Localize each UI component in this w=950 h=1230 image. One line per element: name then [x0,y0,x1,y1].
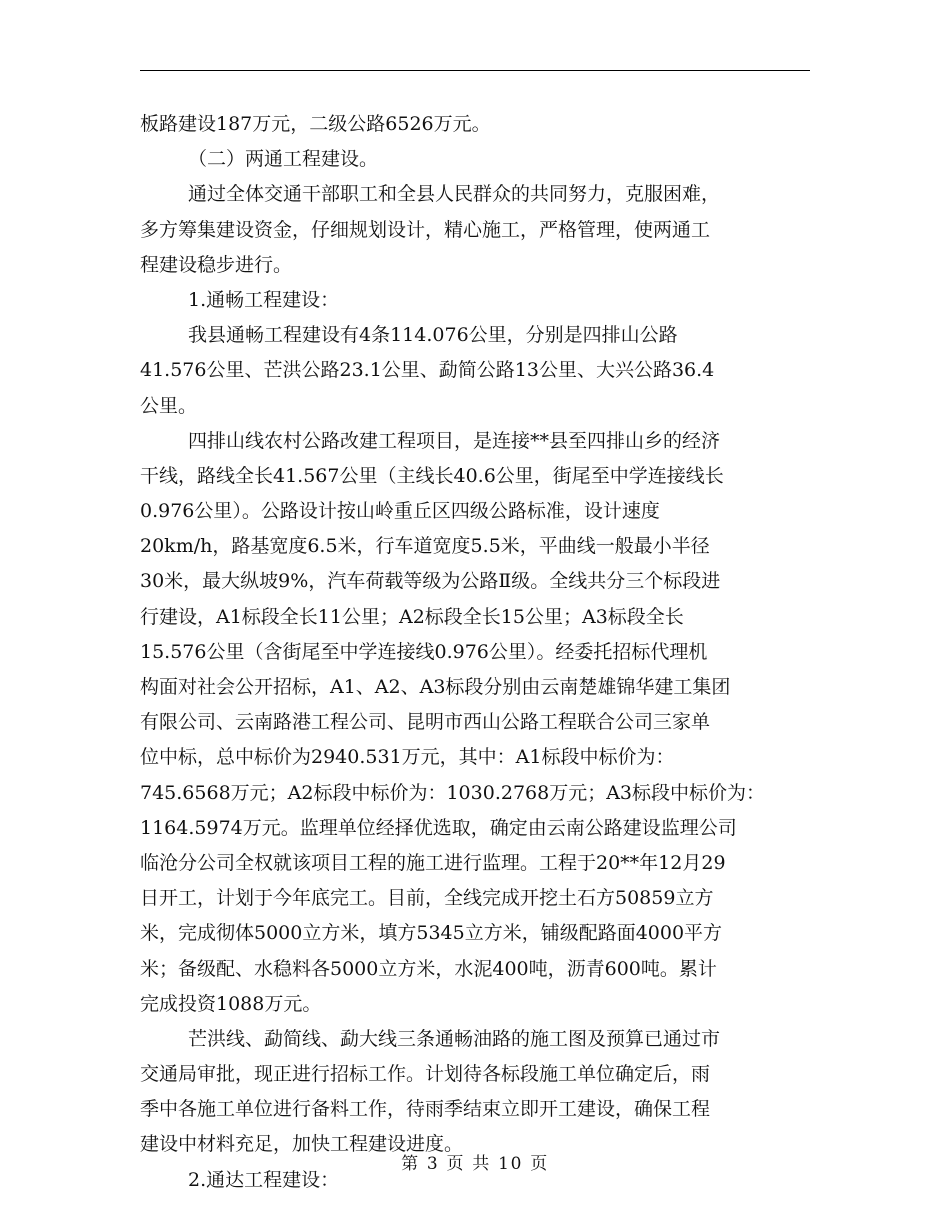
text-line: 干线，路线全长41.567公里（主线长40.6公里，街尾至中学连接线长 [140,464,724,487]
text-line: 交通局审批，现正进行招标工作。计划待各标段施工单位确定后，雨 [140,1063,711,1086]
text-line: 板路建设187万元，二级公路6526万元。 [140,113,491,135]
text-line: 临沧分公司全权就该项目工程的施工进行监理。工程于20**年12月29 [140,851,726,874]
text-line: 745.6568万元；A2标段中标价为：1030.2768万元；A3标段中标价为： [140,781,766,804]
text-line: 季中各施工单位进行备料工作，待雨季结束立即开工建设，确保工程 [140,1098,711,1121]
text-line: 行建设，A1标段全长11公里；A2标段全长15公里；A3标段全长 [140,605,684,628]
text-line: 15.576公里（含街尾至中学连接线0.976公里）。经委托招标代理机 [140,640,708,663]
document-body [140,107,810,1198]
page-number-footer: 第 3 页 共 10 页 [401,1154,549,1174]
text-line: 建设中材料充足，加快工程建设进度。 [140,1133,464,1156]
text-line: 完成投资1088万元。 [140,992,322,1015]
text-line: 我县通畅工程建设有4条114.076公里，分别是四排山公路 [188,324,678,347]
text-line: 1164.5974万元。监理单位经择优选取，确定由云南公路建设监理公司 [140,816,737,839]
text-line: 日开工，计划于今年底完工。目前，全线完成开挖土石方50859立方 [140,887,714,910]
header-rule [140,70,810,71]
text-line: 位中标，总中标价为2940.531万元，其中：A1标段中标价为： [140,746,675,769]
text-line: 公里。 [140,394,198,417]
text-line: 0.976公里）。公路设计按山岭重丘区四级公路标准，设计速度 [140,500,660,523]
text-line: 有限公司、云南路港工程公司、昆明市西山公路工程联合公司三家单 [140,711,711,734]
section-heading: （二）两通工程建设。 [188,148,379,171]
text-line: 米；备级配、水稳料各5000立方米，水泥400吨，沥青600吨。累计 [140,957,717,980]
text-line: 30米，最大纵坡9%，汽车荷载等级为公路Ⅱ级。全线共分三个标段进 [140,570,721,593]
text-line: 多方筹集建设资金，仔细规划设计，精心施工，严格管理，使两通工 [140,218,711,241]
text-line: 通过全体交通干部职工和全县人民群众的共同努力，克服困难， [188,183,721,206]
subsection-heading: 2.通达工程建设： [188,1168,340,1191]
text-line: 20km/h，路基宽度6.5米，行车道宽度5.5米，平曲线一般最小半径 [140,535,710,558]
text-line: 米，完成彻体5000立方米，填方5345立方米，铺级配路面4000平方 [140,922,723,945]
text-line: 芒洪线、勐简线、勐大线三条通畅油路的施工图及预算已通过市 [188,1027,721,1050]
subsection-heading: 1.通畅工程建设： [188,288,340,311]
text-line: 四排山线农村公路改建工程项目，是连接**县至四排山乡的经济 [188,429,721,452]
text-line: 41.576公里、芒洪公路23.1公里、勐简公路13公里、大兴公路36.4 [140,359,715,382]
text-line: 构面对社会公开招标，A1、A2、A3标段分别由云南楚雄锦华建工集团 [140,676,731,698]
text-line: 程建设稳步进行。 [140,253,293,276]
